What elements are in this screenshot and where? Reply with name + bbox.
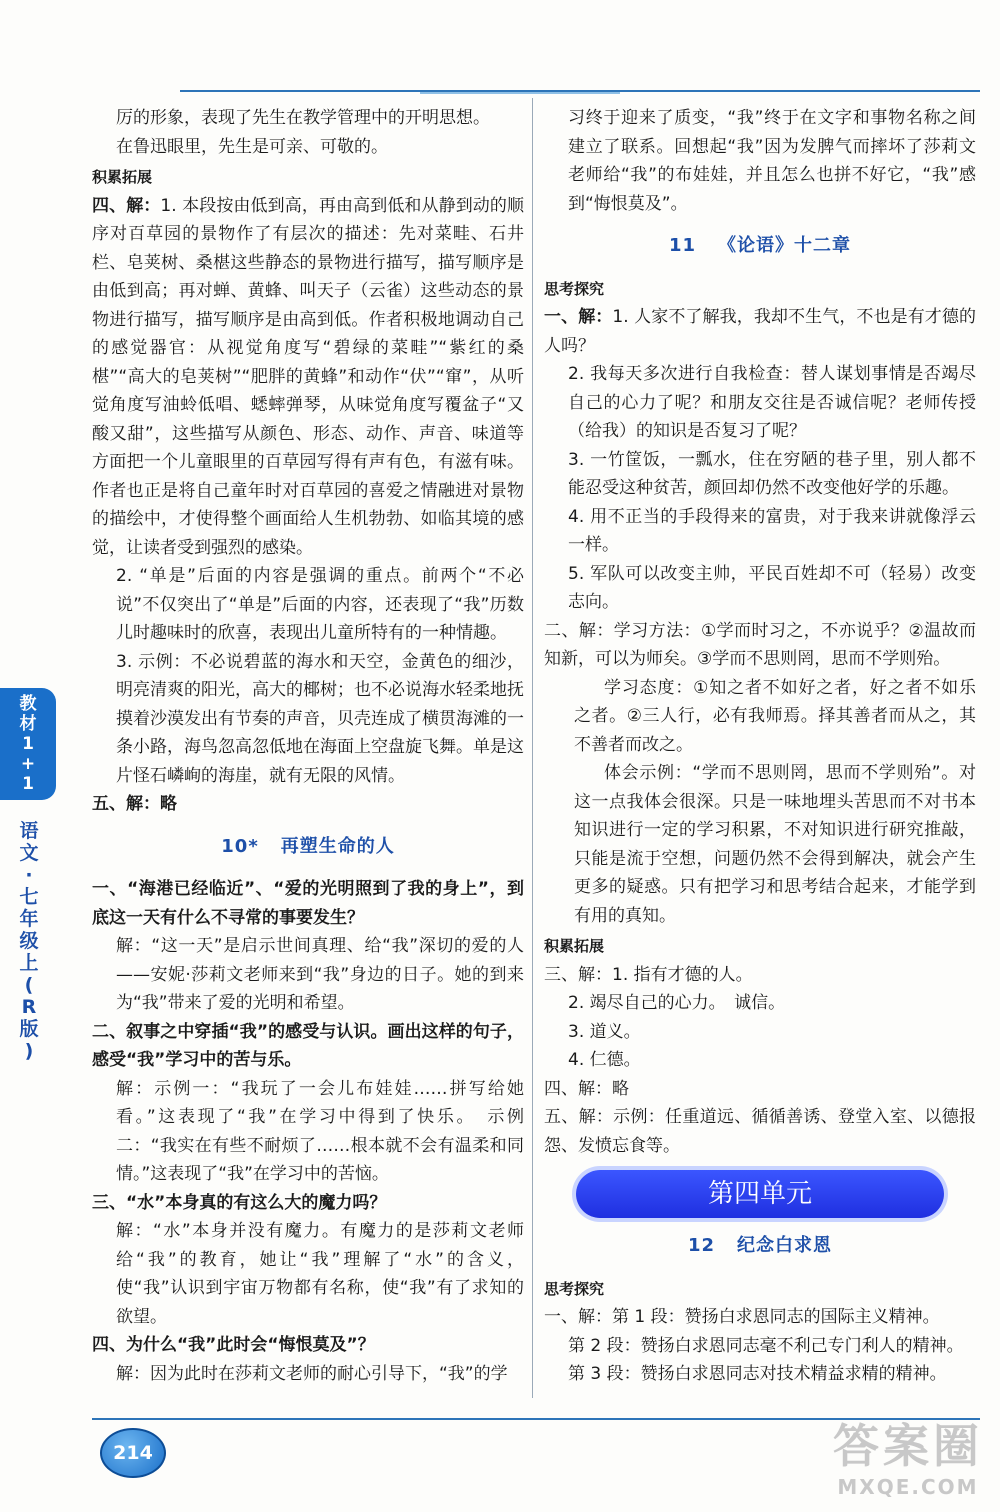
side-label-char: 文 [19,842,39,864]
question-3: 三、“水”本身真的有这么大的魔力吗？ [92,1192,387,1213]
side-tab-char: 材 [19,714,37,734]
answer-4: 四、解：略 [544,1078,629,1099]
unit-banner: 第四单元 [576,1170,944,1218]
left-column [92,104,524,1388]
answer-2-attitude: 学习态度：①知之者不如好之者，好之者不如乐之者。②三人行，必有我师焉。择其善者而从之，其不善者而改之。 [574,677,976,755]
answer-1-4: 4. 用不正当的手段得来的富贵，对于我来讲就像浮云一样。 [568,506,976,555]
side-tab-char: 教 [19,694,37,714]
answer-4-2: 2. “单是”后面的内容是强调的重点。前两个“不必说”不仅突出了“单是”后面的内容，还表现了“我”历数儿时趣味时的欣喜，表现出儿童所特有的一种情趣。 [116,566,524,643]
lesson-title: 《论语》十二章 [718,235,852,256]
answer-3: 解：“水”本身并没有魔力。有魔力的是莎莉文老师给“我”的教育，她让“我”理解了“水”的含义，使“我”认识到宇宙万物都有名称，使“我”有了求知的欲望。 [116,1221,524,1327]
answer-3-3: 3. 道义。 [568,1021,641,1042]
section-heading-accumulate: 积累拓展 [544,937,605,955]
continued-text-1: 厉的形象，表现了先生在教学管理中的开明思想。 [116,108,490,128]
answer-tag-4: 四、解： [92,195,161,216]
answer-3-2: 2. 竭尽自己的心力。 诚信。 [568,993,786,1013]
lesson-number: 10* [221,835,259,857]
lesson-title: 纪念白求恩 [737,1235,833,1256]
answer-3-1: 三、解：1. 指有才德的人。 [544,964,753,985]
top-rule-accent [420,92,620,94]
side-label-char: 上 [19,952,39,974]
page-number: 214 [100,1428,166,1478]
watermark-text: 答案圈 [833,1419,983,1473]
side-label-char: 年 [19,908,39,930]
side-label-char: ) [24,1040,34,1062]
question-2: 二、叙事之中穿插“我”的感受与认识。画出这样的句子，感受“我”学习中的苦与乐。 [92,1021,524,1070]
answer-2-reflection: 体会示例：“学而不思则罔，思而不学则殆”。对这一点我体会很深。只是一味地埋头苦思而不对书本知识进行一定的学习积累，不对知识进行研究推敲，只能是流于空想，问题仍然不会得到解决，就会产生更多的疑惑。只有把学习和思考结合起来，才能学到有用的真知。 [574,763,976,926]
answer-2-methods: 二、解：学习方法：①学而时习之，不亦说乎？②温故而知新，可以为师矣。③学而不思则罔，思而不学则殆。 [544,620,976,669]
answer-1: 解：“这一天”是启示世间真理、给“我”深切的爱的人——安妮·莎莉文老师来到“我”身边的日子。她的到来为“我”带来了爱的光明和希望。 [116,936,524,1013]
lesson-number: 12 [687,1235,716,1256]
question-4: 四、为什么“我”此时会“悔恨莫及”？ [92,1335,375,1355]
answer-1-1: 1. 人家不了解我，我却不生气，不也是有才德的人吗？ [544,307,977,356]
lesson-10-title [92,833,524,862]
side-tab-char: 1 [22,734,34,754]
continued-text: 习终于迎来了质变，“我”终于在文字和事物名称之间建立了联系。回想起“我”因为发脾气而摔坏了莎莉文老师给“我”的布娃娃，并且怎么也拼不好它，“我”感到“悔恨莫及”。 [568,108,976,214]
side-tab [0,688,56,800]
section-heading-accumulate: 积累拓展 [92,168,153,186]
answer-1-5: 5. 军队可以改变主帅，平民百姓却不可（轻易）改变志向。 [568,563,976,612]
lesson-number: 11 [668,235,697,256]
answer-4: 解：因为此时在莎莉文老师的耐心引导下，“我”的学 [116,1363,508,1384]
side-label-char: · [25,864,33,886]
answer-5: 五、解：略 [92,794,177,814]
column-divider [532,98,533,1398]
side-label-char: R [21,996,37,1018]
answer-4-3: 3. 示例：不必说碧蓝的海水和天空，金黄色的细沙，明亮清爽的阳光，高大的椰树；也不必说海水轻柔地抚摸着沙漠发出有节奏的声音，贝壳连成了横贯海滩的一条小路，海鸟忽高忽低地在海面上空盘旋飞舞。单是这片怪石嶙峋的海崖，就有无限的风情。 [116,651,524,786]
lesson-12-title [544,1232,976,1261]
side-tab-char: 1 [22,774,34,794]
question-1: 一、“海港已经临近”、“爱的光明照到了我的身上”，到底这一天有什么不寻常的事要发生？ [92,879,524,928]
lesson-12-answer-3: 第 3 段：赞扬白求恩同志对技术精益求精的精神。 [568,1364,947,1384]
answer-1-2: 2. 我每天多次进行自我检查：替人谋划事情是否竭尽自己的心力了呢？和朋友交往是否诚信呢？老师传授（给我）的知识是否复习了呢？ [568,364,976,441]
answer-2: 解：示例一：“我玩了一会儿布娃娃……拼写给她看。”这表现了“我”在学习中得到了快乐。 示例二：“我实在有些不耐烦了……根本就不会有温柔和同情。”这表现了“我”在学习中的苦恼。 [116,1078,524,1184]
side-label-char: ( [24,974,34,996]
side-label-char: 语 [19,820,39,842]
side-label-char: 七 [19,886,39,908]
right-column [544,104,976,1389]
continued-text-2: 在鲁迅眼里，先生是可亲、可敬的。 [116,136,388,157]
lesson-12-answer-1: 一、解：第 1 段：赞扬白求恩同志的国际主义精神。 [544,1307,940,1327]
watermark-url: MXQE.COM [837,1475,979,1499]
answer-tag-1: 一、解： [544,307,613,327]
side-tab-char: + [20,754,36,774]
watermark-logo [820,1418,996,1508]
lesson-title: 再塑生命的人 [280,835,395,857]
lesson-12-answer-2: 第 2 段：赞扬白求恩同志毫不利己专门利人的精神。 [568,1335,964,1356]
side-label [12,820,46,1062]
answer-1-3: 3. 一竹筐饭，一瓢水，住在穷陋的巷子里，别人都不能忍受这种贫苦，颜回却仍然不改变他好学的乐趣。 [568,449,976,498]
section-heading-think: 思考探究 [544,1279,605,1298]
lesson-11-title [544,232,976,261]
section-heading-think: 思考探究 [544,279,605,298]
answer-3-4: 4. 仁德。 [568,1050,641,1070]
answer-5: 五、解：示例：任重道远、循循善诱、登堂入室、以德报怨、发愤忘食等。 [544,1107,976,1156]
answer-4-1: 1. 本段按由低到高，再由高到低和从静到动的顺序对百草园的景物作了有层次的描述：先对菜畦、石井栏、皂荚树、桑椹这些静态的景物进行描写，描写顺序是由低到高；再对蝉、黄蜂、叫天子（云雀）这些动态的景物进行描写，描写顺序是由高到低。作者积极地调动自己的感觉器官：从视觉角度写“碧绿的菜畦”“紫红的桑椹”“高大的皂荚树”“肥胖的黄蜂”和动作“伏”“窜”，从听觉角度写油蛉低唱、蟋蟀弹琴，从味觉角度写覆盆子“又酸又甜”，这些描写从颜色、形态、动作、声音、味道等方面把一个儿童眼里的百草园写得有声有色，有滋有味。作者也正是将自己童年时对百草园的喜爱之情融进对景物的描绘中，才使得整个画面给人生机勃勃、如临其境的感觉，让读者受到强烈的感染。 [92,195,525,558]
side-label-char: 级 [19,930,39,952]
side-label-char: 版 [19,1018,39,1040]
